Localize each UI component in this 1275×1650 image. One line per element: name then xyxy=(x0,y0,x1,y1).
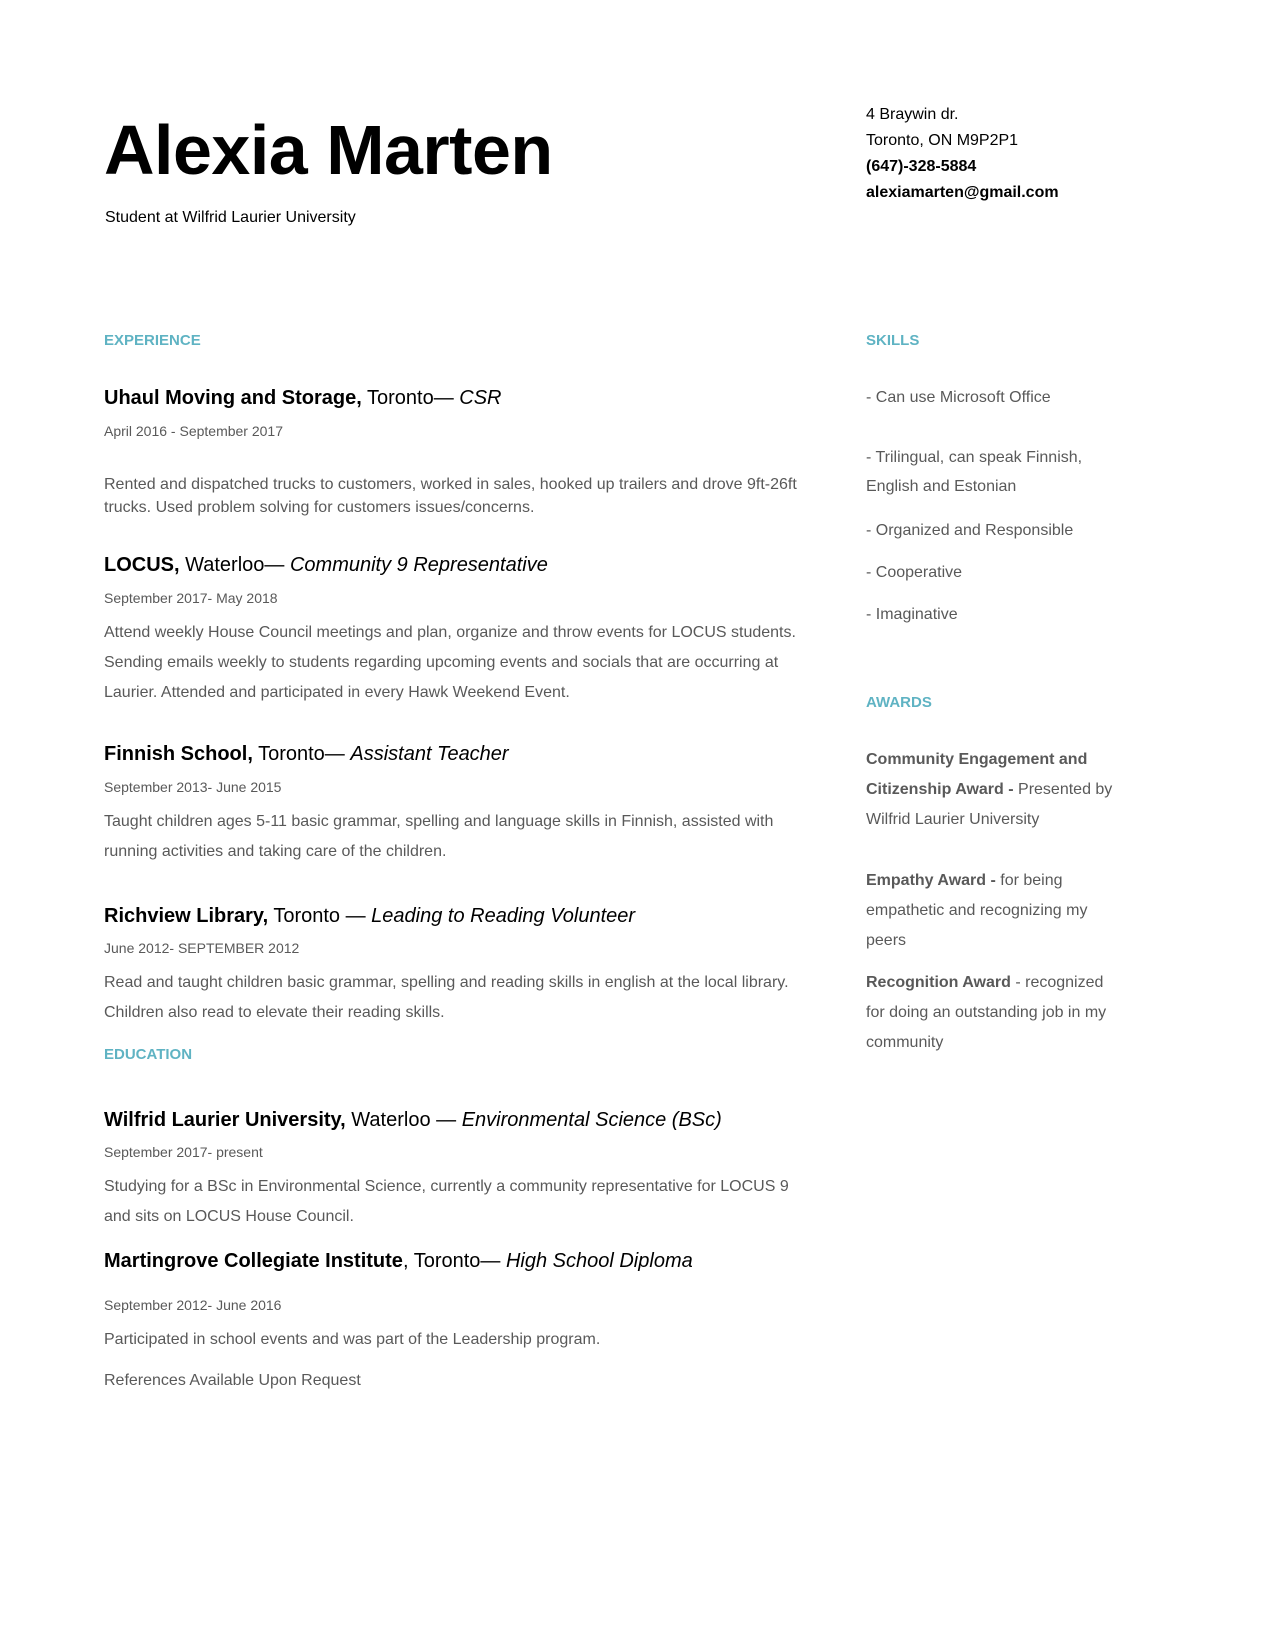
education-dates: September 2012- June 2016 xyxy=(104,1297,282,1313)
education-location: Waterloo — xyxy=(345,1109,462,1131)
experience-location: Toronto— xyxy=(252,743,351,765)
education-org: Martingrove Collegiate Institute xyxy=(104,1250,403,1272)
experience-dates: April 2016 - September 2017 xyxy=(104,423,283,439)
award-item xyxy=(866,968,1126,1058)
skill-item: - Imaginative xyxy=(866,606,958,623)
section-title-awards: AWARDS xyxy=(866,694,932,711)
education-role: Environmental Science (BSc) xyxy=(461,1109,722,1131)
resume-subtitle: Student at Wilfrid Laurier University xyxy=(105,209,356,226)
experience-role: Assistant Teacher xyxy=(350,743,509,765)
experience-role: Leading to Reading Volunteer xyxy=(371,905,636,927)
education-title xyxy=(104,1247,693,1275)
references-note: References Available Upon Request xyxy=(104,1372,361,1389)
education-org: Wilfrid Laurier University, xyxy=(104,1109,346,1131)
experience-description: Taught children ages 5-11 basic grammar, spelling and language skills in Finnish, assisted with running activities and taking care of the children. xyxy=(104,813,774,860)
award-detail: Presented by Wilfrid Laurier University xyxy=(866,781,1113,828)
award-detail: for being empathetic and recognizing my peers xyxy=(866,872,1088,949)
experience-title xyxy=(104,551,548,579)
experience-org: Finnish School, xyxy=(104,743,253,765)
experience-dates: September 2013- June 2015 xyxy=(104,779,282,795)
experience-role: Community 9 Representative xyxy=(289,554,548,576)
phone-number: (647)-328-5884 xyxy=(866,158,977,175)
skill-item: - Trilingual, can speak Finnish, English and Estonian xyxy=(866,449,1083,495)
address-line-2: Toronto, ON M9P2P1 xyxy=(866,132,1019,149)
award-name: Empathy Award - xyxy=(866,872,996,889)
contact-block xyxy=(866,102,1059,206)
experience-title xyxy=(104,740,509,768)
award-item xyxy=(866,745,1126,835)
experience-location: Toronto — xyxy=(268,905,372,927)
experience-org: LOCUS, xyxy=(104,554,180,576)
award-item xyxy=(866,866,1126,956)
experience-dates: September 2017- May 2018 xyxy=(104,590,278,606)
experience-org: Richview Library, xyxy=(104,905,269,927)
education-dates: September 2017- present xyxy=(104,1144,263,1160)
experience-org: Uhaul Moving and Storage, xyxy=(104,387,362,409)
section-title-education: EDUCATION xyxy=(104,1046,193,1063)
skill-item: - Can use Microsoft Office xyxy=(866,389,1051,406)
experience-title xyxy=(104,902,635,930)
experience-description: Read and taught children basic grammar, spelling and reading skills in english at the local library. Children also read to elevate their reading skills. xyxy=(104,974,789,1021)
experience-location: Waterloo— xyxy=(179,554,290,576)
resume-name: Alexia Marten xyxy=(104,111,553,189)
skill-item: - Cooperative xyxy=(866,564,963,581)
skill-item: - Organized and Responsible xyxy=(866,522,1074,539)
education-title xyxy=(104,1106,722,1134)
experience-title xyxy=(104,384,502,412)
experience-location: Toronto— xyxy=(361,387,460,409)
education-description: Studying for a BSc in Environmental Science, currently a community representative for LOCUS 9 and sits on LOCUS House Council. xyxy=(104,1178,789,1225)
award-name: Recognition Award xyxy=(866,974,1011,991)
email-address: alexiamarten@gmail.com xyxy=(866,184,1059,201)
education-role: High School Diploma xyxy=(505,1250,693,1272)
experience-role: CSR xyxy=(459,387,502,409)
address-line-1: 4 Braywin dr. xyxy=(866,106,959,123)
education-description: Participated in school events and was part of the Leadership program. xyxy=(104,1331,601,1348)
section-title-skills: SKILLS xyxy=(866,332,920,349)
education-location: , Toronto— xyxy=(402,1250,506,1272)
section-title-experience: EXPERIENCE xyxy=(104,332,201,349)
experience-description: Rented and dispatched trucks to customers, worked in sales, hooked up trailers and drove 9ft-26ft trucks. Used problem solving for customers issues/concerns. xyxy=(104,476,797,516)
award-name: Community Engagement and Citizenship Award - xyxy=(866,751,1088,798)
experience-dates: June 2012- SEPTEMBER 2012 xyxy=(104,940,300,956)
award-detail: - recognized for doing an outstanding job in my community xyxy=(866,974,1107,1051)
experience-description: Attend weekly House Council meetings and plan, organize and throw events for LOCUS students. Sending emails weekly to students regarding upcoming events and socials that are occurring at Laurier. Attended and participated in every Hawk Weekend Event. xyxy=(104,624,796,701)
